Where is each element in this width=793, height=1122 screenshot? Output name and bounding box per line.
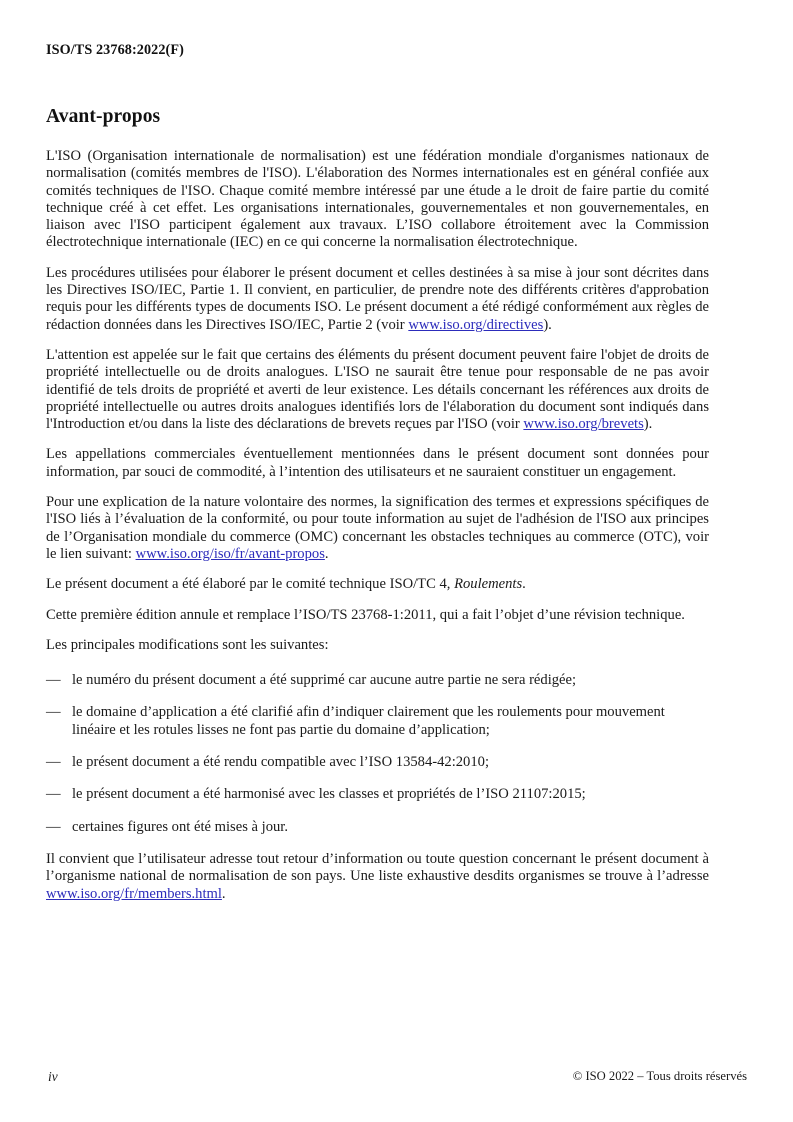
page-content-column xyxy=(46,106,709,916)
paragraph-text-before-italic: Le présent document a été élaboré par le comité technique ISO/TC 4, xyxy=(46,576,455,593)
link-iso-members[interactable]: www.iso.org/fr/members.html xyxy=(46,885,222,902)
list-item-label: le numéro du présent document a été supprimé car aucune autre partie ne sera rédigée; xyxy=(72,672,577,689)
paragraph-text-after-link: . xyxy=(221,885,226,902)
paragraph-text-before-link: Les procédures utilisées pour élaborer le présent document et celles destinées à sa mise à jour sont décrites dans les Directives ISO/IEC, Partie 1. Il convient, en particulier, de prendre note des différents critères d'approbation requis pour les différents types de documents ISO. Le présent document a été rédigé conformément aux règles de rédaction données dans les Directives ISO/IEC, Partie 2 (voir xyxy=(46,264,709,333)
link-iso-directives[interactable]: www.iso.org/directives xyxy=(408,316,544,333)
paragraph-text: Les appellations commerciales éventuellement mentionnées dans le présent document sont données pour information, par souci de commodité, à l’intention des utilisateurs et ne sauraient constituer un engagement. xyxy=(46,446,709,480)
running-header-doc-reference: ISO/TS 23768:2022(F) xyxy=(46,42,184,58)
list-item-label: le présent document a été harmonisé avec les classes et propriétés de l’ISO 21107:2015; xyxy=(72,786,586,803)
paragraph-committee xyxy=(46,576,709,593)
page-title: Avant-propos xyxy=(46,106,161,127)
paragraph-text-after-link: ). xyxy=(543,316,552,333)
paragraph-trade-names xyxy=(46,446,709,481)
paragraph-text: L'ISO (Organisation internationale de normalisation) est une fédération mondiale d'organismes nationaux de normalisation (comités membres de l'ISO). L'élaboration des Normes internationales est en général confiée aux comités techniques de l'ISO. Chaque comité membre intéressé par une étude a le droit de faire partie du comité technique créé à cet effet. Les organisations internationales, gouvernementales et non gouvernementales, en liaison avec l'ISO participent également aux travaux. L’ISO collabore étroitement avec la Commission électrotechnique internationale (IEC) en ce qui concerne la normalisation électrotechnique. xyxy=(46,148,709,251)
committee-title-italic: Roulements xyxy=(454,576,523,593)
paragraph-feedback xyxy=(46,851,709,903)
paragraph-text-after-link: ). xyxy=(643,416,653,433)
list-item-label: le présent document a été rendu compatible avec l’ISO 13584-42:2010; xyxy=(72,754,490,771)
link-iso-brevets[interactable]: www.iso.org/brevets xyxy=(523,416,644,433)
em-dash-marker: — xyxy=(46,786,61,803)
list-item xyxy=(46,672,709,689)
em-dash-marker: — xyxy=(46,672,61,689)
paragraph-text-before-link: Pour une explication de la nature volontaire des normes, la signification des termes et expressions spécifiques de l'ISO liés à l’évaluation de la conformité, ou pour toute information au sujet de l'adhésion de l'ISO aux principes de l’Organisation mondiale du commerce (OMC) concernant les obstacles techniques au commerce (OTC), voir le lien suivant: xyxy=(46,494,709,562)
paragraph-patent-rights xyxy=(46,347,709,433)
list-item-label: certaines figures ont été mises à jour. xyxy=(72,818,288,835)
paragraph-text: Les principales modifications sont les suivantes: xyxy=(46,636,329,653)
em-dash-marker: — xyxy=(46,754,61,771)
list-item xyxy=(46,819,709,836)
paragraph-iso-definition xyxy=(46,148,709,252)
list-item xyxy=(46,786,709,803)
page-footer xyxy=(46,1069,747,1087)
page-number: iv xyxy=(48,1069,58,1084)
copyright-notice: © ISO 2022 – Tous droits réservés xyxy=(572,1069,747,1083)
link-iso-avant-propos[interactable]: www.iso.org/iso/fr/avant-propos xyxy=(135,545,325,562)
paragraph-modifications-lead-in xyxy=(46,637,709,654)
paragraph-text: Cette première édition annule et remplace l’ISO/TS 23768-1:2011, qui a fait l’objet d’une révision technique. xyxy=(46,606,685,623)
list-item-label: le domaine d’application a été clarifié afin d’indiquer clairement que les roulements pour mouvement linéaire et les rotules lisses ne font pas partie du domaine d’application; xyxy=(72,704,665,738)
paragraph-text-before-link: L'attention est appelée sur le fait que certains des éléments du présent document peuvent faire l'objet de droits de propriété intellectuelle ou de droits analogues. L'ISO ne saurait être tenue pour responsable de ne pas avoir identifié de tels droits de propriété et averti de leur existence. Les détails concernant les références aux droits de propriété intellectuelle ou autres droits analogues identifiés lors de l'élaboration du document sont indiqués dans l'Introduction et/ou dans la liste des déclarations de brevets reçues par l'ISO (voir xyxy=(46,346,709,433)
paragraph-wto-tbt xyxy=(46,494,709,563)
paragraph-text-after-link: . xyxy=(324,545,329,562)
modifications-list xyxy=(46,672,709,836)
paragraph-edition-cancels xyxy=(46,607,709,624)
paragraph-text-before-link: Il convient que l’utilisateur adresse tout retour d’information ou toute question concernant le présent document à l’organisme national de normalisation de son pays. Une liste exhaustive desdits organismes se trouve à l’adresse xyxy=(46,850,709,885)
list-item xyxy=(46,754,709,771)
list-item xyxy=(46,704,709,739)
paragraph-text-after-italic: . xyxy=(522,576,526,593)
em-dash-marker: — xyxy=(46,704,61,721)
em-dash-marker: — xyxy=(46,818,61,835)
paragraph-procedures xyxy=(46,265,709,334)
